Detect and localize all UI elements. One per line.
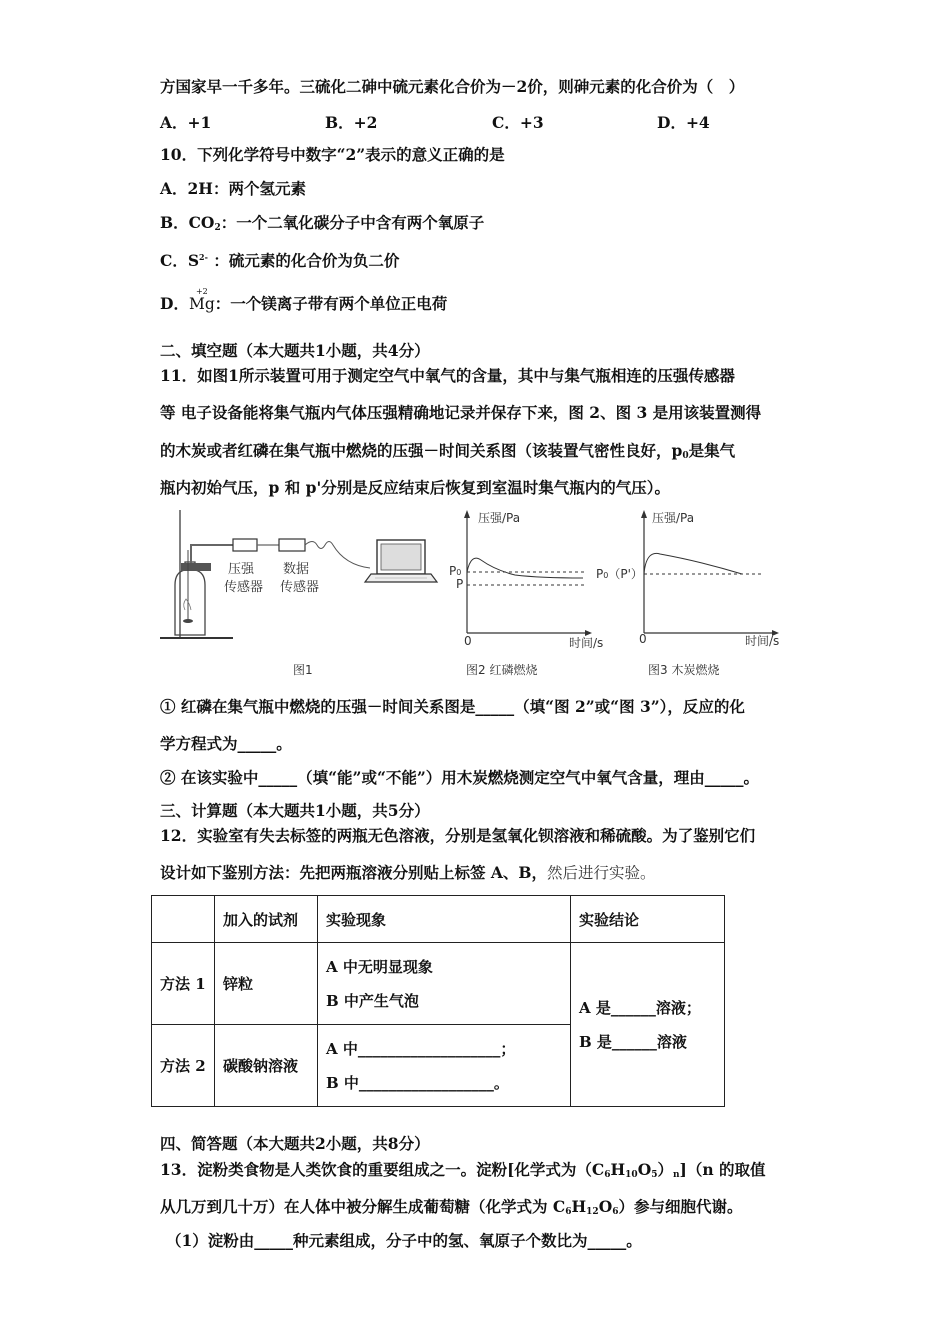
fig1-sensor2-label: 数据: [283, 562, 310, 577]
q9-option-d[interactable]: D．+4: [657, 113, 710, 132]
method2-observation[interactable]: [318, 1025, 571, 1107]
q12-line2a: 设计如下鉴别方法：先把两瓶溶液分别贴上标签 A、B，: [160, 863, 548, 882]
fig3-xlabel: 时间/s: [745, 634, 780, 648]
q10-mg-valence: +2: [195, 287, 208, 296]
q11-line2: 等 电子设备能将集气瓶内气体压强精确地记录并保存下来，图 2、图 3 是用该装置测得: [160, 403, 762, 422]
q10-b-prefix: B．CO: [160, 213, 215, 232]
fig1-sensor1-label2: 传感器: [224, 580, 264, 595]
q10-option-c[interactable]: [160, 247, 399, 271]
q9-option-c[interactable]: C．+3: [492, 113, 544, 132]
q11-sub1-line1: ① 红磷在集气瓶中燃烧的压强－时间关系图是_____（填“图 2”或“图 3”），反应的化: [160, 697, 745, 716]
method1-observation: [318, 943, 571, 1025]
fig2-xlabel: 时间/s: [569, 636, 604, 650]
q12-line2b: 然后进行实验。: [547, 864, 656, 882]
fig3-chart: [632, 508, 792, 643]
fig2-p-label: P: [456, 577, 464, 591]
q13-line1: 13．淀粉类食物是人类饮食的重要组成之一。淀粉[化学式为$(C_6H_{10}O_5)_n](n$ 的取值: [160, 1160, 766, 1180]
table-header-observation: 实验现象: [318, 896, 571, 943]
q13-line2: 从几万到几十万）在人体中被分解生成葡萄糖（化学式为 $C_6H_{12}O_6$）参与细胞代谢。: [160, 1197, 743, 1217]
q11-sub1-line2: 学方程式为_____。: [160, 734, 292, 753]
q10-d-prefix: D．: [160, 294, 189, 313]
table-header-row: [152, 896, 725, 943]
q11-line4: 瓶内初始气压，p 和 p'分别是反应结束后恢复到室温时集气瓶内的气压）。: [160, 478, 670, 497]
q11-line3: [160, 441, 735, 466]
section2-heading: 二、填空题（本大题共1小题，共4分）: [160, 341, 430, 360]
q11-line3a: 的木炭或者红磷在集气瓶中燃烧的压强－时间关系图（该装置气密性良好，p: [160, 441, 683, 460]
q10-mg-text: Mg: [188, 295, 215, 313]
conclusion-cell[interactable]: [571, 943, 725, 1107]
q13-sub1: （1）淀粉由_____种元素组成，分子中的氢、氧原子个数比为_____。: [166, 1231, 642, 1250]
fig3-origin: 0: [639, 632, 647, 646]
q11-p0-sub: 0: [682, 451, 689, 461]
fig2-p0-label: P0: [449, 564, 462, 578]
method1-reagent: 锌粒: [215, 943, 318, 1025]
method2-obs-b[interactable]: B 中__________________。: [326, 1073, 509, 1092]
method1-obs-a: A 中无明显现象: [326, 957, 433, 976]
q10-stem: 10．下列化学符号中数字“2”表示的意义正确的是: [160, 145, 505, 164]
fig1-sensor1-label: 压强: [228, 562, 255, 577]
q10-b-text: ：一个二氧化碳分子中含有两个氧原子: [220, 213, 485, 232]
section4-heading: 四、简答题（本大题共2小题，共8分）: [160, 1134, 430, 1153]
conclusion-a[interactable]: A 是______溶液；: [579, 998, 701, 1017]
q10-b-subscript: 2: [214, 223, 221, 233]
table-row-method1: [152, 943, 725, 1025]
fig2-caption: 图2 红磷燃烧: [466, 663, 538, 677]
fig2-origin: 0: [464, 634, 472, 648]
q10-option-a[interactable]: A．2H：两个氢元素: [160, 179, 306, 198]
q9-stem-tail: 方国家早一千多年。三硫化二砷中硫元素化合价为－2价，则砷元素的化合价为（ ）: [160, 77, 745, 96]
q10-c-prefix: C．S: [160, 251, 200, 270]
q11-line3b: 是集气: [688, 441, 736, 460]
q10-c-text: ：硫元素的化合价为负二价: [207, 251, 400, 270]
q10-d-text: ：一个镁离子带有两个单位正电荷: [214, 294, 448, 313]
method1-obs-b: B 中产生气泡: [326, 991, 419, 1010]
table-header-reagent: 加入的试剂: [215, 896, 318, 943]
table-header-blank: [152, 896, 215, 943]
fig1-caption: 图1: [293, 663, 313, 677]
table-header-conclusion: 实验结论: [571, 896, 725, 943]
fig3-p0-label: P0（P'）: [596, 567, 643, 581]
fig1-sensor2-label2: 传感器: [280, 580, 320, 595]
q12-line1: 12．实验室有失去标签的两瓶无色溶液，分别是氢氧化钡溶液和稀硫酸。为了鉴别它们: [160, 826, 756, 845]
q12-line2: [160, 863, 656, 883]
method2-obs-a[interactable]: A 中___________________；: [326, 1039, 516, 1058]
q11-sub2: ② 在该实验中_____（填“能”或“不能”）用木炭燃烧测定空气中氧气含量，理由_____。: [160, 768, 760, 787]
experiment-table: [151, 895, 725, 1107]
q9-option-b[interactable]: B．+2: [325, 113, 378, 132]
q11-line1: 11．如图1所示装置可用于测定空气中氧气的含量，其中与集气瓶相连的压强传感器: [160, 366, 735, 385]
section3-heading: 三、计算题（本大题共1小题，共5分）: [160, 801, 430, 820]
method2-reagent: 碳酸钠溶液: [215, 1025, 318, 1107]
method1-label: 方法 1: [152, 943, 215, 1025]
q9-option-a[interactable]: A．+1: [160, 113, 212, 132]
q10-c-superscript: 2-: [199, 252, 208, 262]
fig3-ylabel: 压强/Pa: [652, 511, 695, 525]
q10-option-b[interactable]: [160, 213, 484, 238]
conclusion-b[interactable]: B 是______溶液: [579, 1032, 687, 1051]
fig2-chart: [455, 508, 605, 643]
fig3-caption: 图3 木炭燃烧: [648, 663, 720, 677]
fig2-ylabel: 压强/Pa: [478, 511, 521, 525]
q10-option-d[interactable]: [160, 287, 448, 314]
method2-label: 方法 2: [152, 1025, 215, 1107]
q10-mg-symbol: [188, 287, 215, 314]
